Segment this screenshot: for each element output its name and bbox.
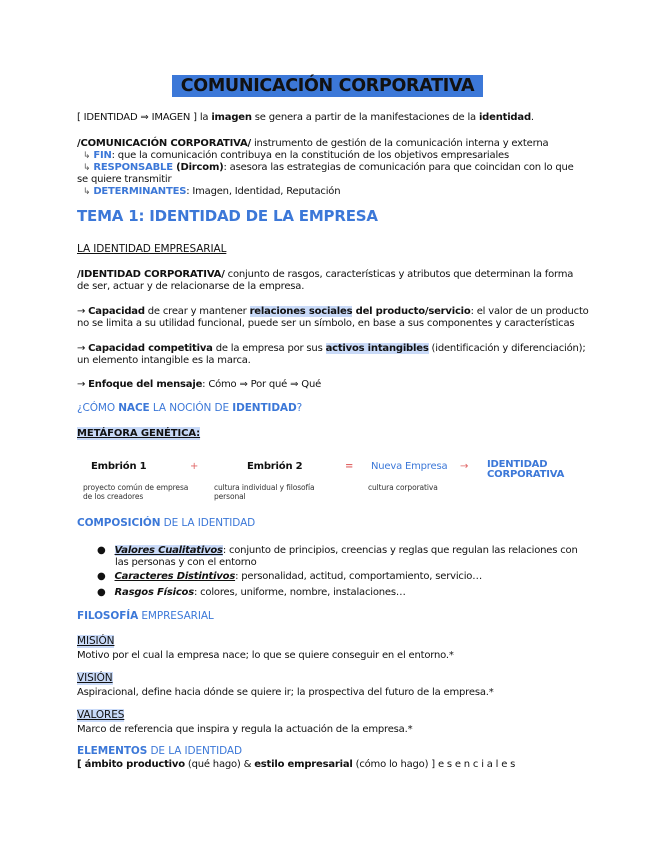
equals-sign: = xyxy=(345,461,354,472)
intro-bold-identidad: identidad xyxy=(478,112,531,123)
elementos-heading xyxy=(77,745,242,758)
valores-heading: VALORES xyxy=(77,709,125,721)
item-text: : colores, uniforme, nombre, instalaciones… xyxy=(193,587,406,598)
heading-bold: IDENTIDAD xyxy=(232,402,297,414)
result-line-2: CORPORATIVA xyxy=(487,469,565,480)
arrow-icon: → xyxy=(460,461,469,472)
identidad-term: /IDENTIDAD CORPORATIVA/ xyxy=(77,269,225,280)
mision-text: Motivo por el cual la empresa nace; lo que se quiere conseguir en el entorno.* xyxy=(77,650,454,661)
vision-text: Aspiracional, define hacia dónde se quiere ir; la prospectiva del futuro de la empresa.* xyxy=(77,687,494,698)
capacidad-text: de crear y mantener xyxy=(144,306,250,317)
bullet-key: DETERMINANTES xyxy=(93,186,187,197)
arrow-icon: → xyxy=(77,343,89,354)
enfoque-text: : Cómo ⇒ Por qué ⇒ Qué xyxy=(202,379,322,390)
heading-part: LA NOCIÓN DE xyxy=(149,402,233,414)
enfoque-line xyxy=(77,378,321,391)
page-title: COMUNICACIÓN CORPORATIVA xyxy=(172,75,483,97)
item-term: Valores Cualitativos xyxy=(114,545,223,556)
bullet-text: : que la comunicación contribuya en la constitución de los objetivos empresariales xyxy=(111,150,509,161)
metafora-heading: METÁFORA GENÉTICA: xyxy=(77,428,201,439)
intro-period: . xyxy=(530,112,534,123)
bullet-text: : asesora las estrategias de comunicación para que coincidan con lo que xyxy=(223,162,574,173)
heading-part: ¿CÓMO xyxy=(77,402,119,414)
bullet-paren: (Dircom) xyxy=(172,162,224,173)
enfoque-term: Enfoque del mensaje xyxy=(88,379,203,390)
heading-bold: ELEMENTOS xyxy=(77,745,148,757)
composicion-heading xyxy=(77,517,255,530)
sub-arrow-icon: ↳ xyxy=(83,163,91,173)
composicion-item-1-continued: las personas y con el entorno xyxy=(115,557,257,568)
nueva-empresa: Nueva Empresa xyxy=(371,461,448,472)
bullet-key: RESPONSABLE xyxy=(93,162,173,173)
bullet-dot-icon: ● xyxy=(97,545,106,556)
heading-part: EMPRESARIAL xyxy=(138,610,214,622)
note-line: de los creadores xyxy=(83,492,144,501)
result-line-1: IDENTIDAD xyxy=(487,459,548,470)
bullet-text: : Imagen, Identidad, Reputación xyxy=(186,186,341,197)
ambito-line xyxy=(77,758,515,771)
valores-text: Marco de referencia que inspira y regula la actuación de la empresa.* xyxy=(77,724,413,735)
capacidad-bold-2: del producto/servicio xyxy=(352,306,471,317)
plus-sign: + xyxy=(190,461,199,472)
competitiva-text: de la empresa por sus xyxy=(212,343,326,354)
capacidad-term: Capacidad xyxy=(88,306,145,317)
bullet-dot-icon: ● xyxy=(97,587,106,598)
ambito-text-2: (cómo lo hago) xyxy=(352,759,432,770)
tema-heading: TEMA 1: IDENTIDAD DE LA EMPRESA xyxy=(77,207,378,225)
highlight-relaciones: relaciones sociales xyxy=(249,306,353,317)
identidad-empresarial-heading: LA IDENTIDAD EMPRESARIAL xyxy=(77,243,227,255)
competitiva-text-2: (identificación y diferenciación); xyxy=(428,343,586,354)
item-term: Caracteres Distintivos xyxy=(114,571,236,582)
vision-heading: VISIÓN xyxy=(77,672,113,684)
embrion-1: Embrión 1 xyxy=(91,461,147,472)
sub-arrow-icon: ↳ xyxy=(83,187,91,197)
heading-bold: COMPOSICIÓN xyxy=(77,517,161,529)
arrow-icon: → xyxy=(77,306,89,317)
heading-part: DE LA IDENTIDAD xyxy=(160,517,256,529)
competitiva-term: Capacidad competitiva xyxy=(88,343,213,354)
esenciales-text: ] e s e n c i a l e s xyxy=(431,759,516,770)
estilo-bold: estilo empresarial xyxy=(254,759,353,770)
sub-arrow-icon: ↳ xyxy=(83,151,91,161)
embrion-1-note xyxy=(83,483,188,501)
identidad-corporativa-result xyxy=(487,460,564,480)
nueva-empresa-note: cultura corporativa xyxy=(368,483,438,492)
identidad-text: conjunto de rasgos, características y atributos que determinan la forma xyxy=(224,269,574,280)
filosofia-heading xyxy=(77,610,214,623)
competitiva-line2: un elemento intangible es la marca. xyxy=(77,355,251,366)
heading-bold: FILOSOFÍA xyxy=(77,610,139,622)
note-line: personal xyxy=(214,492,246,501)
ambito-text: (qué hago) & xyxy=(184,759,255,770)
intro-line xyxy=(77,111,534,124)
embrion-2-note xyxy=(214,483,315,501)
arrow-icon: → xyxy=(77,379,89,390)
definition-term: /COMUNICACIÓN CORPORATIVA/ xyxy=(77,138,251,149)
mision-heading: MISIÓN xyxy=(77,635,115,647)
como-nace-heading xyxy=(77,402,302,415)
capacidad-line2: no se limita a su utilidad funcional, puede ser un símbolo, en base a sus componentes y características xyxy=(77,318,575,329)
bullet-determinantes xyxy=(83,185,340,199)
item-text: : personalidad, actitud, comportamiento, servicio… xyxy=(235,571,483,582)
heading-part: ? xyxy=(296,402,303,414)
bullet-key: FIN xyxy=(93,150,112,161)
embrion-2: Embrión 2 xyxy=(247,461,303,472)
highlight-activos: activos intangibles xyxy=(325,343,429,354)
composicion-item-3 xyxy=(97,586,406,599)
item-text: : conjunto de principios, creencias y reglas que regulan las relaciones con xyxy=(222,545,578,556)
item-term: Rasgos Físicos xyxy=(114,587,194,598)
bullet-text-continued: se quiere transmitir xyxy=(77,174,172,185)
capacidad-text-2: : el valor de un producto xyxy=(470,306,589,317)
ambito-bold: [ ámbito productivo xyxy=(77,759,185,770)
note-line: proyecto común de empresa xyxy=(83,483,189,492)
definition-text: instrumento de gestión de la comunicación interna y externa xyxy=(250,138,549,149)
intro-text-2: se genera a partir de la manifestaciones de la xyxy=(251,112,479,123)
heading-part: DE LA IDENTIDAD xyxy=(147,745,242,757)
intro-bold-imagen: imagen xyxy=(211,112,252,123)
heading-bold: NACE xyxy=(118,402,150,414)
bullet-dot-icon: ● xyxy=(97,571,106,582)
identidad-def-line2: de ser, actuar y de relacionarse de la empresa. xyxy=(77,281,305,292)
intro-text: [ IDENTIDAD ⇒ IMAGEN ] la xyxy=(77,112,212,123)
note-line: cultura individual y filosofía xyxy=(214,483,315,492)
composicion-item-2 xyxy=(97,570,482,583)
